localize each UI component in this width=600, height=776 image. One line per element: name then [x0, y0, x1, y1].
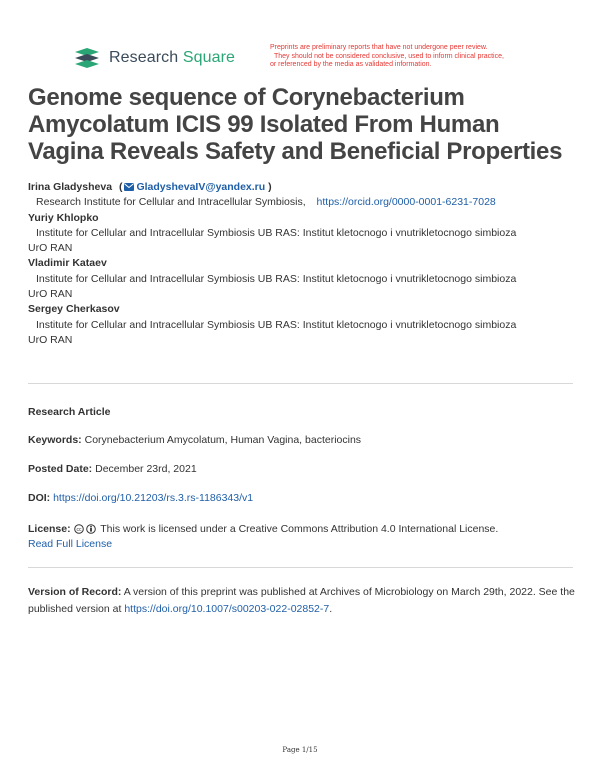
version-of-record-label: Version of Record: [28, 586, 122, 598]
notice-line: Preprints are preliminary reports that have not undergone peer review. [270, 44, 488, 51]
keywords [28, 433, 576, 448]
author-affiliation-cont: UrO RAN [28, 288, 73, 301]
posted-date [28, 462, 576, 477]
author-entry [28, 180, 576, 211]
author-entry [28, 256, 576, 302]
article-type-label: Research Article [28, 406, 111, 418]
keywords-value: Corynebacterium Amycolatum, Human Vagina, bacteriocins [84, 434, 362, 446]
author-list [28, 180, 576, 348]
author-email-link[interactable]: GladyshevaIV@yandex.ru [136, 181, 266, 193]
preprint-notice [270, 44, 560, 70]
author-name: Irina Gladysheva [28, 181, 113, 193]
notice-line: or referenced by the media as validated information. [270, 61, 432, 68]
published-version-link[interactable]: https://doi.org/10.1007/s00203-022-02852-7 [124, 602, 330, 615]
author-entry [28, 211, 576, 257]
author-name: Yuriy Khlopko [28, 211, 99, 224]
affiliation-text: Research Institute for Cellular and Intracellular Symbiosis, [36, 196, 306, 209]
email-close: ) [268, 181, 272, 193]
research-square-logo-icon [73, 47, 103, 69]
author-affiliation: Institute for Cellular and Intracellular Symbiosis UB RAS: Institut kletocnogo i vnutrikletocnogo simbioza [36, 318, 517, 331]
version-of-record-text: A version of this preprint was published at Archives of Microbiology on March 29th, 2022. See the published version at [28, 586, 575, 615]
author-affiliation-cont: UrO RAN [28, 242, 73, 255]
svg-text:cc: cc [76, 527, 82, 533]
creative-commons-icon [74, 524, 98, 534]
article-type [28, 405, 576, 420]
read-full-license-link[interactable]: Read Full License [28, 538, 113, 550]
keywords-label: Keywords: [28, 434, 82, 446]
version-of-record-end: . [329, 602, 333, 615]
author-name: Sergey Cherkasov [28, 303, 120, 316]
author-entry [28, 302, 576, 348]
version-of-record [28, 584, 576, 617]
page-header [0, 0, 600, 80]
author-affiliation: Institute for Cellular and Intracellular Symbiosis UB RAS: Institut kletocnogo i vnutrikletocnogo simbioza [36, 272, 517, 285]
author-affiliation-cont: UrO RAN [28, 333, 73, 346]
doi [28, 491, 576, 506]
author-affiliation: Institute for Cellular and Intracellular Symbiosis UB RAS: Institut kletocnogo i vnutrikletocnogo simbioza [36, 226, 517, 239]
brand-first: Research [109, 49, 179, 66]
brand-second: Square [182, 49, 236, 66]
section-divider [28, 567, 573, 568]
envelope-icon [124, 183, 134, 191]
orcid-link[interactable]: https://orcid.org/0000-0001-6231-7028 [316, 196, 496, 209]
doi-link[interactable]: https://doi.org/10.21203/rs.3.rs-1186343/v1 [53, 492, 254, 504]
research-square-logo[interactable] [73, 47, 235, 69]
paper-title: Genome sequence of Corynebacterium Amycolatum ICIS 99 Isolated From Human Vagina Reveals Safety and Beneficial Properties [28, 84, 563, 165]
section-divider [28, 383, 573, 384]
license-label: License: [28, 523, 71, 535]
author-name: Vladimir Kataev [28, 257, 107, 270]
doi-label: DOI: [28, 492, 51, 504]
license-text: This work is licensed under a Creative Commons Attribution 4.0 International License. [100, 523, 499, 535]
posted-date-label: Posted Date: [28, 463, 93, 475]
notice-line: They should not be considered conclusive, used to inform clinical practice, [274, 52, 504, 60]
license [28, 522, 576, 552]
page-number: Page 1/15 [282, 746, 318, 754]
brand-name [109, 49, 235, 67]
email-open: ( [118, 181, 123, 193]
posted-date-value: December 23rd, 2021 [95, 463, 197, 475]
author-affiliation [28, 195, 576, 210]
